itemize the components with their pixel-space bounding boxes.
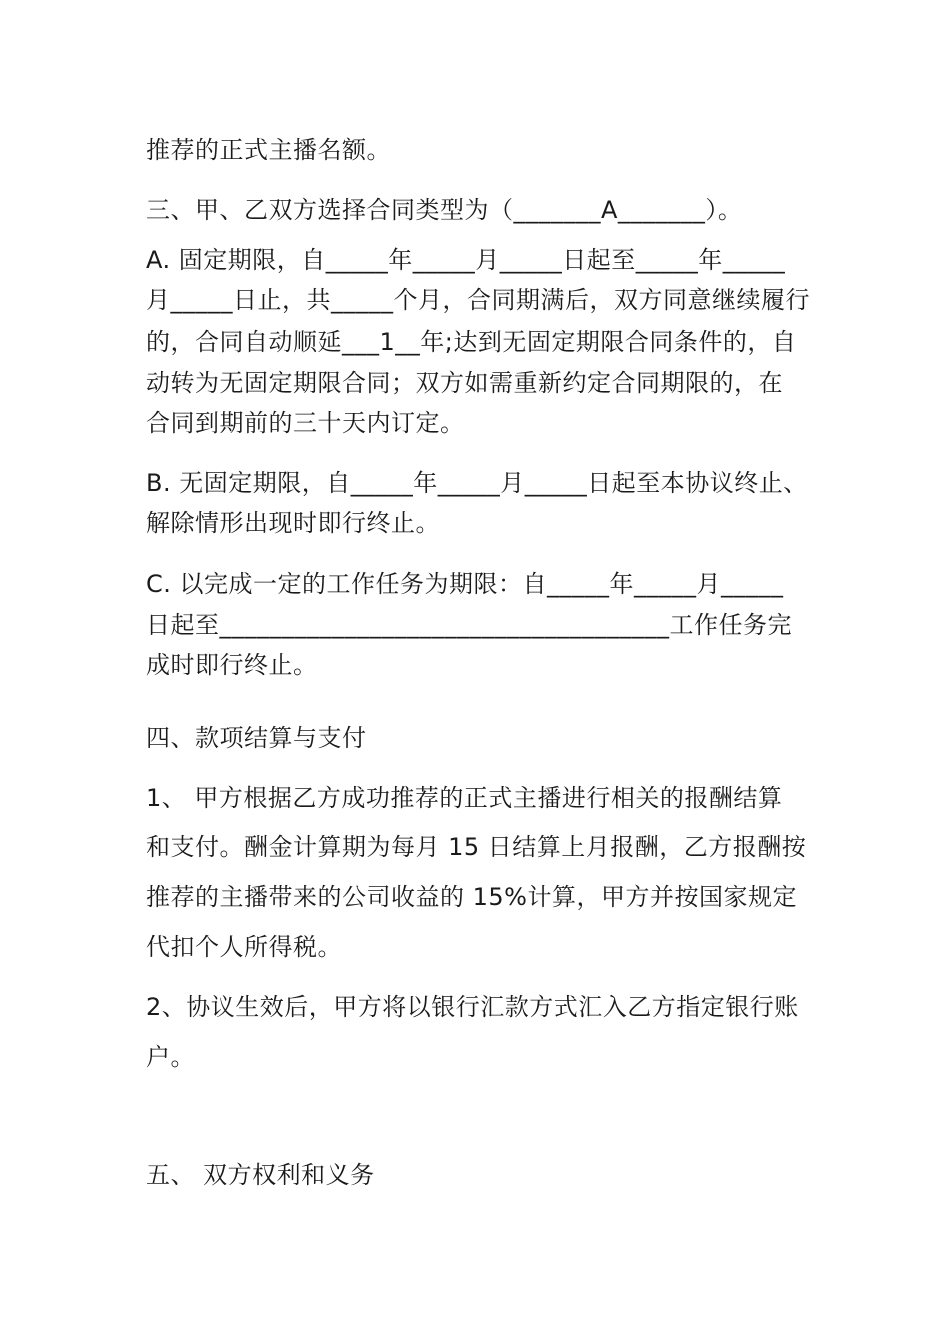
text-line: A. 固定期限，自_____年_____月_____日起至_____年_____	[146, 246, 786, 274]
text-line: 和支付。酬金计算期为每月 15 日结算上月报酬，乙方报酬按	[146, 833, 807, 861]
text-line: C. 以完成一定的工作任务为期限：自_____年_____月_____	[146, 570, 784, 598]
text-line: 代扣个人所得税。	[146, 933, 342, 961]
text-line: 解除情形出现时即行终止。	[146, 509, 440, 537]
text-line: 户。	[146, 1043, 195, 1071]
text-line: 推荐的正式主播名额。	[146, 136, 391, 164]
text-line: 月_____日止，共_____个月，合同期满后，双方同意继续履行	[146, 286, 810, 314]
text-line: 推荐的主播带来的公司收益的 15%计算，甲方并按国家规定	[146, 883, 797, 911]
text-line: 1、 甲方根据乙方成功推荐的正式主播进行相关的报酬结算	[146, 784, 783, 812]
text-line: 日起至____________________________________工作任务完	[146, 611, 792, 639]
section-heading-5: 五、 双方权利和义务	[146, 1161, 375, 1189]
text-line: 2、协议生效后，甲方将以银行汇款方式汇入乙方指定银行账	[146, 993, 799, 1021]
section-heading-3: 三、甲、乙双方选择合同类型为（_______A_______）。	[146, 196, 743, 224]
text-line: B. 无固定期限，自_____年_____月_____日起至本协议终止、	[146, 469, 808, 497]
section-heading-4: 四、款项结算与支付	[146, 724, 367, 752]
text-line: 成时即行终止。	[146, 651, 318, 679]
text-line: 合同到期前的三十天内订定。	[146, 409, 465, 437]
text-line: 动转为无固定期限合同；双方如需重新约定合同期限的，在	[146, 369, 783, 397]
text-line: 的，合同自动顺延___1__年;达到无固定期限合同条件的，自	[146, 328, 797, 356]
